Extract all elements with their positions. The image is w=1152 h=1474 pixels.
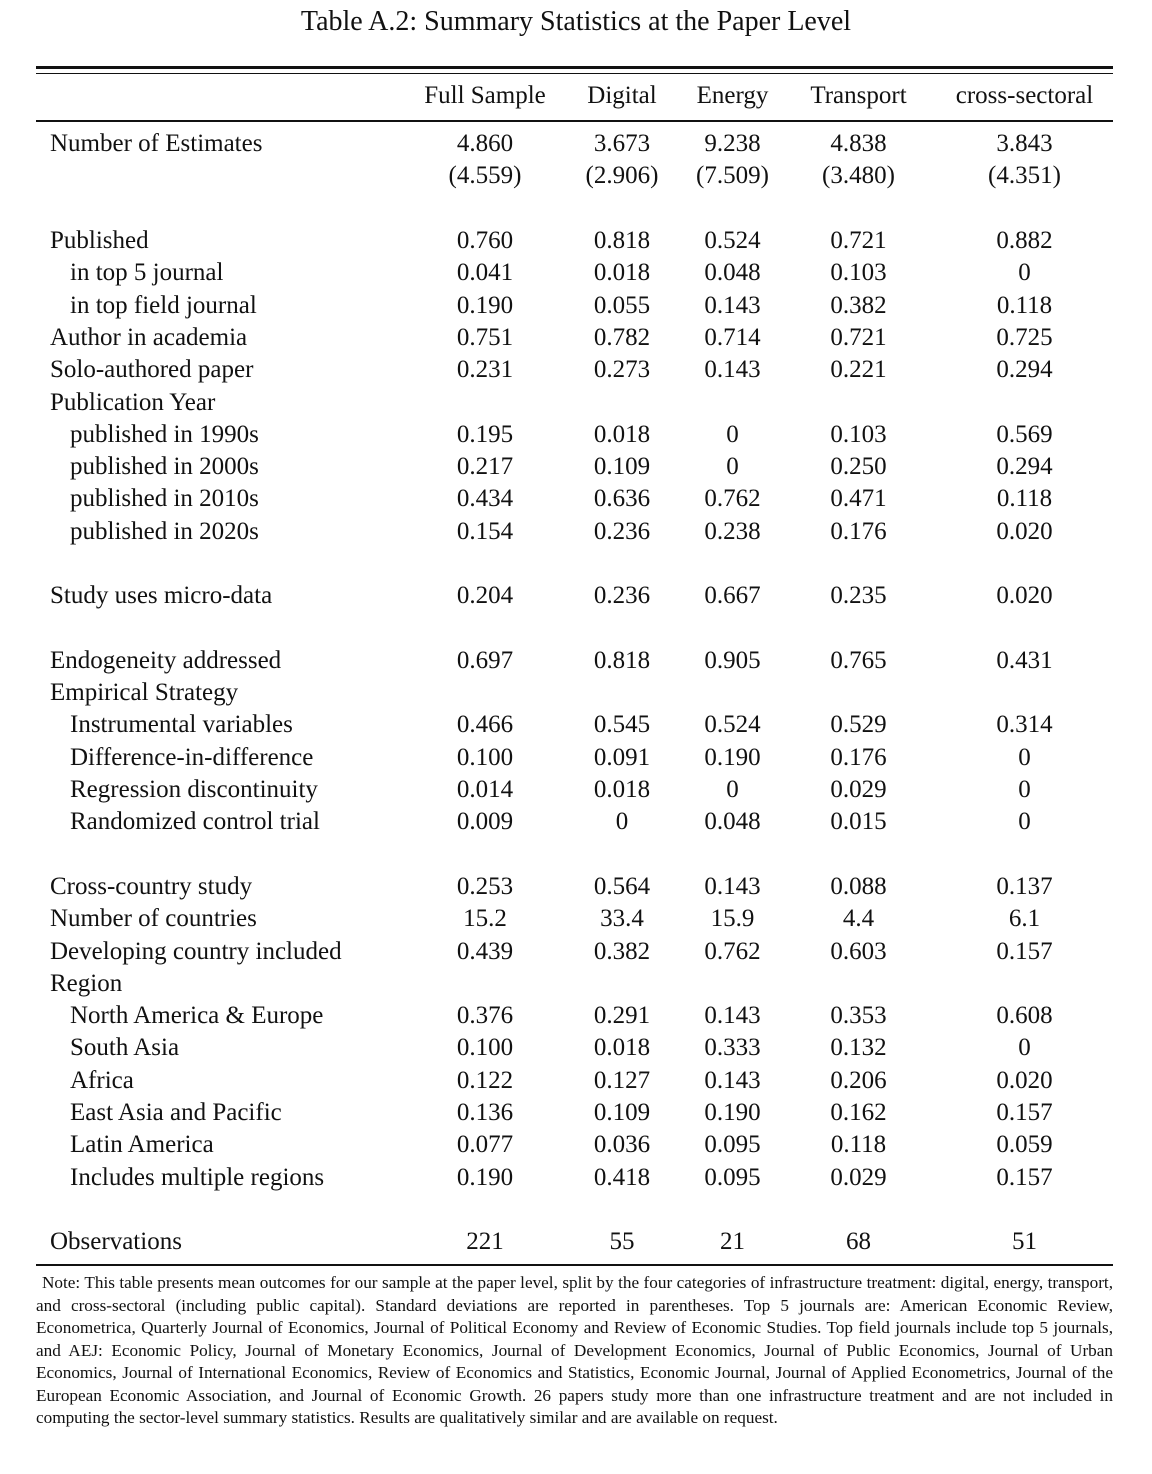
cell-region-col0 <box>410 968 560 1000</box>
cell-top5-col0: 0.041 <box>456 259 514 287</box>
spacer-cell <box>560 193 684 225</box>
cell-developing-col0: 0.439 <box>456 937 514 965</box>
cell-y2000-col0: 0.217 <box>456 453 514 481</box>
cell-y2010-col3: 0.471 <box>830 485 887 513</box>
spacer-cell <box>781 839 936 871</box>
row-iv <box>36 709 1113 741</box>
cell-rd-col2: 0 <box>726 776 739 804</box>
cell-na-eu-col2: 0.143 <box>704 1002 761 1030</box>
cell-pub-year-col4 <box>936 386 1113 418</box>
row-label-rct: Randomized control trial <box>70 808 320 836</box>
row-did <box>36 742 1113 774</box>
cell-y1990-col0: 0.195 <box>456 420 514 448</box>
row-region <box>36 968 1113 1000</box>
spacer-cell <box>560 1194 684 1226</box>
cell-east-asia-col1: 0.109 <box>593 1099 651 1127</box>
cell-region-col2 <box>684 968 781 1000</box>
row-academia <box>36 322 1113 354</box>
cell-africa-col0: 0.122 <box>456 1066 514 1094</box>
row-solo <box>36 354 1113 386</box>
spacer-cell <box>36 193 410 225</box>
row-label-south-asia: South Asia <box>70 1034 180 1062</box>
row-label-did: Difference-in-difference <box>70 743 314 771</box>
spacer-cell <box>560 548 684 580</box>
cell-iv-col2: 0.524 <box>704 711 761 739</box>
spacer-cell <box>684 612 781 644</box>
cell-iv-col4: 0.314 <box>996 711 1053 739</box>
spacer-row-3 <box>36 839 1113 871</box>
spacer-cell <box>781 1194 936 1226</box>
cell-latam-col3: 0.118 <box>830 1131 887 1159</box>
cell-east-asia-col3: 0.162 <box>830 1099 887 1127</box>
row-label-na-eu: North America & Europe <box>70 1002 324 1030</box>
cell-region-col1 <box>560 968 684 1000</box>
cell-endog-col1: 0.818 <box>593 646 651 674</box>
spacer-cell <box>36 612 410 644</box>
row-label-y1990: published in 1990s <box>70 420 259 448</box>
cell-rd-col1: 0.018 <box>593 776 651 804</box>
cell-pub-year-col0 <box>410 386 560 418</box>
cell-multi-col3: 0.029 <box>830 1163 887 1191</box>
row-label-micro: Study uses micro-data <box>50 582 273 610</box>
cell-number-of-estimates-col4: 3.843 <box>996 130 1053 158</box>
cell-obs-col2: 21 <box>720 1228 745 1256</box>
cell-iv-col3: 0.529 <box>830 711 887 739</box>
cell-rct-col2: 0.048 <box>704 808 761 836</box>
cell-solo-col4: 0.294 <box>996 356 1053 384</box>
cell-micro-col4: 0.020 <box>996 582 1053 610</box>
cell-number-of-estimates-col3: 4.838 <box>830 130 887 158</box>
row-label-published: Published <box>50 227 149 255</box>
col-header-full-sample: Full Sample <box>424 82 546 110</box>
cell-top5-col4: 0 <box>1018 259 1031 287</box>
row-label-pub-year: Publication Year <box>50 388 216 416</box>
cell-y1990-col2: 0 <box>726 420 739 448</box>
cell-number-of-estimates-col1: 3.673 <box>593 130 651 158</box>
cell-developing-col3: 0.603 <box>830 937 887 965</box>
cell-obs-col3: 68 <box>846 1228 871 1256</box>
row-east-asia <box>36 1097 1113 1129</box>
row-y2000 <box>36 451 1113 483</box>
cell-top5-col3: 0.103 <box>830 259 887 287</box>
cell-endog-col4: 0.431 <box>996 646 1053 674</box>
cell-region-col3 <box>781 968 936 1000</box>
table-title: Table A.2: Summary Statistics at the Paper Level <box>300 6 852 37</box>
row-label-academia: Author in academia <box>50 323 248 351</box>
cell-africa-col1: 0.127 <box>593 1066 651 1094</box>
cell-top5-col2: 0.048 <box>704 259 761 287</box>
col-header-digital: Digital <box>587 82 657 110</box>
spacer-cell <box>781 612 936 644</box>
row-label-top-field: in top field journal <box>70 291 257 319</box>
cell-na-eu-col0: 0.376 <box>456 1002 514 1030</box>
cell-micro-col3: 0.235 <box>830 582 887 610</box>
cell-top-field-col3: 0.382 <box>830 291 887 319</box>
cell-latam-col4: 0.059 <box>996 1131 1053 1159</box>
cell-multi-col2: 0.095 <box>704 1163 761 1191</box>
cell-did-col0: 0.100 <box>456 743 514 771</box>
cell-academia-col2: 0.714 <box>704 323 761 351</box>
cell-num-countries-col3: 4.4 <box>842 905 875 933</box>
row-cross-country <box>36 871 1113 903</box>
row-label-developing: Developing country included <box>50 937 342 965</box>
cell-published-col2: 0.524 <box>704 227 761 255</box>
cell-number-of-estimates-sd-col3: (3.480) <box>822 162 895 190</box>
cell-published-col0: 0.760 <box>456 227 514 255</box>
spacer-row-1 <box>36 548 1113 580</box>
cell-y2020-col4: 0.020 <box>996 517 1053 545</box>
spacer-cell <box>410 1194 560 1226</box>
spacer-cell <box>410 193 560 225</box>
cell-academia-col1: 0.782 <box>593 323 651 351</box>
cell-emp-strategy-col1 <box>560 677 684 709</box>
cell-academia-col3: 0.721 <box>830 323 887 351</box>
row-endog <box>36 645 1113 677</box>
cell-latam-col2: 0.095 <box>704 1131 761 1159</box>
cell-developing-col4: 0.157 <box>996 937 1053 965</box>
table-note: Note: This table presents mean outcomes for our sample at the paper level, split by the four categories of infrastructure treatment: digital, energy, transport, and cross-sectoral (including public capital). Standard deviations are reported in parentheses. Top 5 journals are: American Economic Review, Econometrica, Quarterly Journal of Economics, Journal of Political Economy and Review of Economic Studies. Top field journals include top 5 journals, and AEJ: Economic Policy, Journal of Monetary Economics, Journal of Development Economics, Journal of Public Economics, Journal of Urban Economics, Journal of International Economics, Review of Economics and Statistics, Economic Journal, Journal of Applied Econometrics, Journal of the European Economic Association, and Journal of Economic Growth. 26 papers study more than one infrastructure treatment and are not included in computing the sector-level summary statistics. Results are qualitatively similar and are available on request. <box>36 1273 1113 1427</box>
cell-solo-col1: 0.273 <box>593 356 651 384</box>
spacer-cell <box>410 548 560 580</box>
cell-na-eu-col3: 0.353 <box>830 1002 887 1030</box>
spacer-row-4 <box>36 1194 1113 1226</box>
spacer-cell <box>560 839 684 871</box>
cell-emp-strategy-col3 <box>781 677 936 709</box>
cell-top-field-col4: 0.118 <box>996 291 1053 319</box>
cell-top-field-col1: 0.055 <box>593 291 651 319</box>
cell-iv-col1: 0.545 <box>593 711 651 739</box>
cell-y2000-col4: 0.294 <box>996 453 1053 481</box>
cell-micro-col1: 0.236 <box>593 582 651 610</box>
spacer-row-2 <box>36 612 1113 644</box>
cell-pub-year-col2 <box>684 386 781 418</box>
spacer-cell <box>781 193 936 225</box>
cell-developing-col1: 0.382 <box>593 937 651 965</box>
cell-y1990-col3: 0.103 <box>830 420 887 448</box>
cell-did-col2: 0.190 <box>704 743 761 771</box>
row-label-y2010: published in 2010s <box>70 485 259 513</box>
row-emp-strategy <box>36 677 1113 709</box>
spacer-cell <box>684 839 781 871</box>
spacer-cell <box>36 839 410 871</box>
row-label-solo: Solo-authored paper <box>50 356 254 384</box>
spacer-cell <box>781 548 936 580</box>
row-number-of-estimates <box>36 128 1113 160</box>
cell-africa-col2: 0.143 <box>704 1066 761 1094</box>
spacer-cell <box>684 548 781 580</box>
spacer-cell <box>936 839 1113 871</box>
row-label-rd: Regression discontinuity <box>70 776 318 804</box>
cell-number-of-estimates-col2: 9.238 <box>704 130 761 158</box>
cell-y2010-col4: 0.118 <box>996 485 1053 513</box>
cell-south-asia-col4: 0 <box>1018 1034 1031 1062</box>
row-pub-year <box>36 386 1113 418</box>
cell-y2000-col1: 0.109 <box>593 453 651 481</box>
cell-cross-country-col4: 0.137 <box>996 872 1053 900</box>
cell-published-col1: 0.818 <box>593 227 651 255</box>
cell-did-col4: 0 <box>1018 743 1031 771</box>
cell-obs-col0: 221 <box>466 1228 504 1256</box>
cell-developing-col2: 0.762 <box>704 937 761 965</box>
row-label-emp-strategy: Empirical Strategy <box>50 679 239 707</box>
col-header-cross-sectoral: cross-sectoral <box>955 82 1094 110</box>
cell-multi-col1: 0.418 <box>593 1163 651 1191</box>
row-africa <box>36 1065 1113 1097</box>
row-num-countries <box>36 903 1113 935</box>
cell-na-eu-col1: 0.291 <box>593 1002 651 1030</box>
row-multi <box>36 1162 1113 1194</box>
cell-y2020-col1: 0.236 <box>593 517 651 545</box>
cell-academia-col0: 0.751 <box>456 323 514 351</box>
cell-num-countries-col0: 15.2 <box>463 905 507 933</box>
cell-africa-col3: 0.206 <box>830 1066 887 1094</box>
cell-solo-col3: 0.221 <box>830 356 887 384</box>
cell-y2010-col0: 0.434 <box>456 485 514 513</box>
spacer-cell <box>936 1194 1113 1226</box>
row-label-y2020: published in 2020s <box>70 517 259 545</box>
cell-y2010-col2: 0.762 <box>704 485 761 513</box>
row-obs <box>36 1226 1113 1258</box>
cell-africa-col4: 0.020 <box>996 1066 1053 1094</box>
cell-south-asia-col3: 0.132 <box>830 1034 887 1062</box>
row-published <box>36 225 1113 257</box>
cell-y2020-col3: 0.176 <box>830 517 887 545</box>
row-y2020 <box>36 516 1113 548</box>
cell-cross-country-col3: 0.088 <box>830 872 887 900</box>
spacer-cell <box>36 548 410 580</box>
cell-pub-year-col1 <box>560 386 684 418</box>
row-label-iv: Instrumental variables <box>70 711 293 739</box>
cell-rct-col4: 0 <box>1018 808 1031 836</box>
cell-south-asia-col1: 0.018 <box>593 1034 651 1062</box>
cell-micro-col0: 0.204 <box>456 582 514 610</box>
cell-micro-col2: 0.667 <box>704 582 761 610</box>
spacer-cell <box>684 193 781 225</box>
cell-number-of-estimates-sd-col1: (2.906) <box>585 162 659 190</box>
spacer-row-0 <box>36 193 1113 225</box>
cell-y2020-col2: 0.238 <box>704 517 761 545</box>
row-label-endog: Endogeneity addressed <box>50 646 282 674</box>
cell-y2000-col3: 0.250 <box>830 453 887 481</box>
cell-emp-strategy-col4 <box>936 677 1113 709</box>
row-label-number-of-estimates-sd <box>36 160 410 192</box>
spacer-cell <box>684 1194 781 1226</box>
cell-latam-col0: 0.077 <box>456 1131 514 1159</box>
cell-east-asia-col0: 0.136 <box>456 1099 514 1127</box>
cell-rct-col3: 0.015 <box>830 808 887 836</box>
cell-published-col3: 0.721 <box>830 227 887 255</box>
cell-cross-country-col1: 0.564 <box>593 872 651 900</box>
row-label-num-countries: Number of countries <box>50 905 257 933</box>
header-rule <box>36 120 1113 122</box>
cell-multi-col0: 0.190 <box>456 1163 514 1191</box>
cell-top-field-col2: 0.143 <box>704 291 761 319</box>
cell-number-of-estimates-sd-col2: (7.509) <box>696 162 769 190</box>
header-blank <box>36 80 410 112</box>
cell-solo-col0: 0.231 <box>456 356 514 384</box>
cell-obs-col4: 51 <box>1012 1228 1037 1256</box>
cell-num-countries-col1: 33.4 <box>600 905 644 933</box>
cell-solo-col2: 0.143 <box>704 356 761 384</box>
row-label-cross-country: Cross-country study <box>50 872 253 900</box>
cell-latam-col1: 0.036 <box>593 1131 651 1159</box>
row-micro <box>36 580 1113 612</box>
spacer-cell <box>36 1194 410 1226</box>
cell-endog-col2: 0.905 <box>704 646 761 674</box>
cell-rct-col0: 0.009 <box>456 808 514 836</box>
row-rct <box>36 806 1113 838</box>
cell-y2000-col2: 0 <box>726 453 739 481</box>
row-label-obs: Observations <box>50 1228 182 1256</box>
cell-cross-country-col2: 0.143 <box>704 872 761 900</box>
row-label-top5: in top 5 journal <box>70 259 224 287</box>
cell-academia-col4: 0.725 <box>996 323 1053 351</box>
cell-number-of-estimates-col0: 4.860 <box>456 130 514 158</box>
row-label-y2000: published in 2000s <box>70 453 259 481</box>
row-label-east-asia: East Asia and Pacific <box>70 1099 282 1127</box>
cell-rd-col4: 0 <box>1018 776 1031 804</box>
col-header-energy: Energy <box>696 82 769 110</box>
cell-na-eu-col4: 0.608 <box>996 1002 1053 1030</box>
cell-top5-col1: 0.018 <box>593 259 651 287</box>
row-label-latam: Latin America <box>70 1131 214 1159</box>
cell-south-asia-col0: 0.100 <box>456 1034 514 1062</box>
cell-num-countries-col2: 15.9 <box>710 905 755 933</box>
cell-top-field-col0: 0.190 <box>456 291 514 319</box>
row-na-eu <box>36 1000 1113 1032</box>
spacer-cell <box>560 612 684 644</box>
row-rd <box>36 774 1113 806</box>
row-latam <box>36 1129 1113 1161</box>
row-top5 <box>36 257 1113 289</box>
spacer-cell <box>410 612 560 644</box>
row-top-field <box>36 289 1113 321</box>
cell-number-of-estimates-sd-col0: (4.559) <box>448 162 522 190</box>
col-header-transport: Transport <box>810 82 907 110</box>
cell-rct-col1: 0 <box>615 808 629 836</box>
cell-endog-col3: 0.765 <box>830 646 887 674</box>
cell-pub-year-col3 <box>781 386 936 418</box>
cell-east-asia-col2: 0.190 <box>704 1099 761 1127</box>
cell-num-countries-col4: 6.1 <box>1008 905 1041 933</box>
cell-published-col4: 0.882 <box>996 227 1053 255</box>
cell-emp-strategy-col0 <box>410 677 560 709</box>
row-label-number-of-estimates: Number of Estimates <box>50 130 263 158</box>
spacer-cell <box>936 193 1113 225</box>
table-body <box>36 128 1113 1258</box>
cell-rd-col3: 0.029 <box>830 776 887 804</box>
cell-region-col4 <box>936 968 1113 1000</box>
spacer-cell <box>936 548 1113 580</box>
row-y1990 <box>36 419 1113 451</box>
cell-cross-country-col0: 0.253 <box>456 872 514 900</box>
row-number-of-estimates-sd <box>36 160 1113 192</box>
cell-south-asia-col2: 0.333 <box>704 1034 761 1062</box>
cell-multi-col4: 0.157 <box>996 1163 1053 1191</box>
spacer-cell <box>410 839 560 871</box>
cell-emp-strategy-col2 <box>684 677 781 709</box>
cell-did-col3: 0.176 <box>830 743 887 771</box>
cell-y2020-col0: 0.154 <box>456 517 514 545</box>
cell-east-asia-col4: 0.157 <box>996 1099 1053 1127</box>
top-rule-thin <box>36 73 1113 74</box>
bottom-rule <box>36 1264 1113 1266</box>
row-label-multi: Includes multiple regions <box>70 1163 325 1191</box>
cell-obs-col1: 55 <box>609 1228 635 1256</box>
cell-rd-col0: 0.014 <box>456 776 514 804</box>
cell-did-col1: 0.091 <box>593 743 651 771</box>
row-south-asia <box>36 1032 1113 1064</box>
row-developing <box>36 935 1113 967</box>
cell-number-of-estimates-sd-col4: (4.351) <box>988 162 1061 190</box>
cell-y1990-col4: 0.569 <box>996 420 1053 448</box>
cell-endog-col0: 0.697 <box>456 646 514 674</box>
table-header <box>36 80 1113 112</box>
cell-y1990-col1: 0.018 <box>593 420 651 448</box>
spacer-cell <box>936 612 1113 644</box>
top-rule <box>36 66 1113 69</box>
cell-y2010-col1: 0.636 <box>593 485 651 513</box>
cell-iv-col0: 0.466 <box>456 711 514 739</box>
row-y2010 <box>36 483 1113 515</box>
row-label-region: Region <box>50 969 123 997</box>
row-label-africa: Africa <box>70 1066 134 1094</box>
